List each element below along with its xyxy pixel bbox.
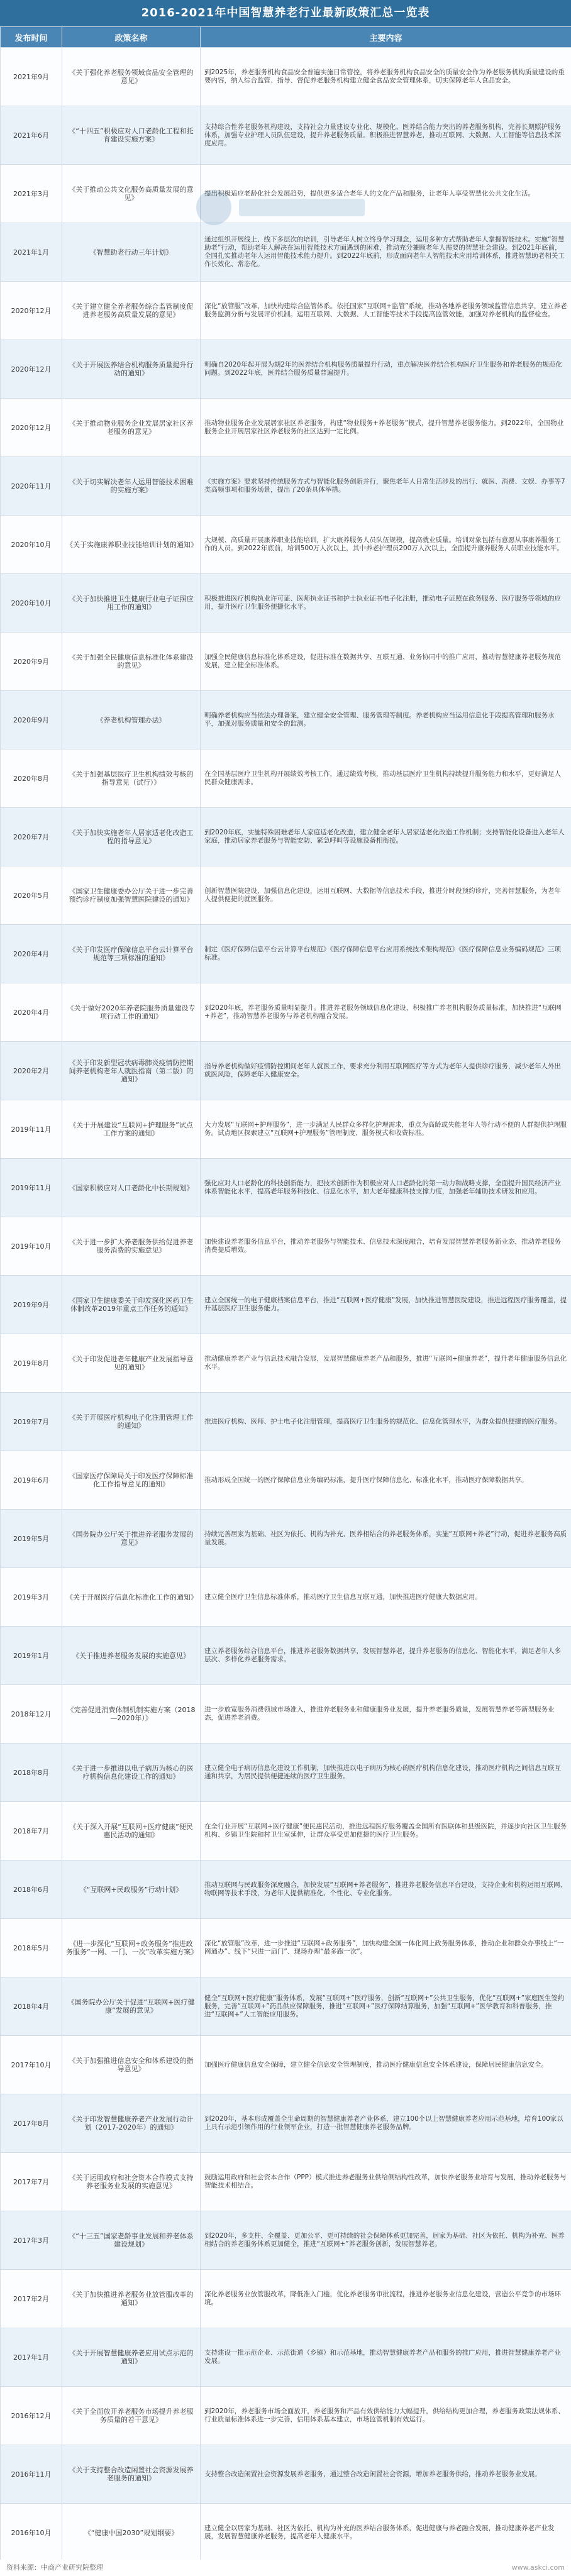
row-date: 2020年7月 (1, 808, 62, 866)
row-content: 到2020年底，养老服务质量明显提升。推进养老服务领域信息化建设，积极推广养老机构服务质量标准，加快推进“互联网+养老”，推动智慧养老服务与养老机构融合发展。 (201, 983, 571, 1042)
row-policy-name: 《关于印发促进老年健康产业发展指导意见的通知》 (62, 1334, 201, 1393)
row-policy-name: 《关于开展医疗机构电子化注册管理工作的通知》 (62, 1393, 201, 1451)
table-body (1, 48, 571, 2562)
row-policy-name: 《关于强化养老服务领域食品安全管理的意见》 (62, 48, 201, 106)
row-date: 2018年4月 (1, 1977, 62, 2036)
row-content: 到2020年底，实施特殊困难老年人家庭适老化改造，建立健全老年人居家适老化改造工作机制；支持智能化设备进入老年人家庭，推动居家养老服务与智能安防、紧急呼叫等设施设备相衔接。 (201, 808, 571, 866)
table-row (1, 282, 571, 340)
row-date: 2021年6月 (1, 106, 62, 165)
table-row (1, 2328, 571, 2387)
row-policy-name: 《智慧助老行动三年计划》 (62, 223, 201, 282)
row-date: 2020年12月 (1, 340, 62, 399)
table-row (1, 399, 571, 457)
row-content: 支持整合改造闲置社会资源发展养老服务，通过整合改造闲置社会资源，增加养老服务供给，推动养老服务业发展。 (201, 2445, 571, 2504)
row-policy-name: 《关于印发新型冠状病毒肺炎疫情防控期间养老机构老年人就医指南（第二版）的通知》 (62, 1042, 201, 1100)
table-row (1, 691, 571, 749)
row-date: 2019年6月 (1, 1451, 62, 1510)
row-policy-name: 《关于加快推进养老服务业放管服改革的通知》 (62, 2270, 201, 2328)
row-content: 健全“互联网+医疗健康”服务体系，发展“互联网+”医疗服务，创新“互联网+”公共卫生服务，优化“互联网+”家庭医生签约服务，完善“互联网+”药品供应保障服务，推进“互联网+”医疗保障结算服务，加强“互联网+”医学教育和科普服务，推进“互联网+”人工智能应用服务。 (201, 1977, 571, 2036)
table-row (1, 1393, 571, 1451)
row-content: 到2020年，基本形成覆盖全生命周期的智慧健康养老产业体系，建立100个以上智慧健康养老应用示范基地，培育100家以上具有示范引领作用的行业领军企业，打造一批智慧健康养老服务品牌。 (201, 2094, 571, 2153)
table-row (1, 2094, 571, 2153)
row-policy-name: 《“十四五”积极应对人口老龄化工程和托育建设实施方案》 (62, 106, 201, 165)
row-policy-name: 《国务院办公厅关于推进养老服务发展的意见》 (62, 1510, 201, 1568)
row-content: 建立养老服务综合信息平台，推进养老服务数据共享，发展智慧养老，提升养老服务的信息化、智能化水平，满足老年人多层次、多样化养老服务需求。 (201, 1627, 571, 1685)
row-date: 2020年10月 (1, 516, 62, 574)
row-policy-name: 《关于推进养老服务发展的实施意见》 (62, 1627, 201, 1685)
row-date: 2017年3月 (1, 2211, 62, 2270)
row-date: 2016年11月 (1, 2445, 62, 2504)
table-row (1, 106, 571, 165)
row-date: 2019年10月 (1, 1217, 62, 1276)
row-policy-name: 《关于开展智慧健康养老应用试点示范的通知》 (62, 2328, 201, 2387)
row-date: 2018年7月 (1, 1802, 62, 1860)
table-row (1, 1685, 571, 1744)
row-date: 2019年11月 (1, 1100, 62, 1159)
row-policy-name: 《关于进一步推进以电子病历为核心的医疗机构信息化建设工作的通知》 (62, 1744, 201, 1802)
table-row (1, 574, 571, 633)
row-policy-name: 《国家卫生健康委关于印发深化医药卫生体制改革2019年重点工作任务的通知》 (62, 1276, 201, 1334)
row-content: 推动形成全国统一的医疗保障信息业务编码标准，提升医疗保障信息化、标准化水平，推动医疗保障数据共享。 (201, 1451, 571, 1510)
table-row (1, 1451, 571, 1510)
row-date: 2021年3月 (1, 165, 62, 223)
row-date: 2020年11月 (1, 457, 62, 516)
row-policy-name: 《关于实施康养职业技能培训计划的通知》 (62, 516, 201, 574)
row-policy-name: 《关于全面放开养老服务市场提升养老服务质量的若干意见》 (62, 2387, 201, 2445)
row-content: 在全国基层医疗卫生机构开展绩效考核工作，通过绩效考核，推动基层医疗卫生机构持续提升服务能力和水平，更好满足人民群众健康需求。 (201, 749, 571, 808)
row-date: 2020年9月 (1, 633, 62, 691)
row-policy-name: 《关于加强基层医疗卫生机构绩效考核的指导意见（试行）》 (62, 749, 201, 808)
header-name: 政策名称 (62, 27, 201, 48)
row-policy-name: 《关于推动公共文化服务高质量发展的意见》 (62, 165, 201, 223)
row-content: 推动物业服务企业发展居家社区养老服务，构建“物业服务+养老服务”模式，提升智慧养老服务能力。到2022年，全国物业服务企业开展居家社区养老服务的社区达到一定比例。 (201, 399, 571, 457)
row-content: 建立健全以居家为基础、社区为依托、机构为补充的医养结合服务体系，促进健康与养老融合发展，推动健康养老产业发展，发展智慧健康养老服务，提高老年人健康水平。 (201, 2504, 571, 2562)
row-policy-name: 《“十三五”国家老龄事业发展和养老体系建设规划》 (62, 2211, 201, 2270)
row-content: 指导养老机构做好疫情防控期间老年人就医工作，要求充分利用互联网医疗等方式为老年人提供诊疗服务，减少老年人外出就医风险，保障老年人健康安全。 (201, 1042, 571, 1100)
row-content: 进一步放宽服务消费领域市场准入，推进养老服务业和健康服务业发展，提升养老服务质量，发展智慧养老等新型服务业态，促进养老消费。 (201, 1685, 571, 1744)
row-policy-name: 《“互联网+民政服务”行动计划》 (62, 1860, 201, 1919)
row-content: 提出积极适应老龄化社会发展趋势，提供更多适合老年人的文化产品和服务，让老年人享受智慧化公共文化生活。 (201, 165, 571, 223)
row-date: 2020年5月 (1, 866, 62, 925)
row-content: 支持建设一批示范企业、示范街道（乡镇）和示范基地，推动智慧健康养老产品和服务的推广应用，推进智慧健康养老产业发展。 (201, 2328, 571, 2387)
row-policy-name: 《关于印发医疗保障信息平台云计算平台规范等三项标准的通知》 (62, 925, 201, 983)
table-row (1, 1860, 571, 1919)
row-content: 创新智慧医院建设，加强信息化建设，运用互联网、大数据等信息技术手段，推进分时段预约诊疗，完善智慧服务，为老年人提供便捷的就医服务。 (201, 866, 571, 925)
row-policy-name: 《国务院办公厅关于促进“互联网+医疗健康”发展的意见》 (62, 1977, 201, 2036)
table-row (1, 1919, 571, 1977)
row-content: 深化“放管服”改革，进一步推进“互联网+政务服务”，加快构建全国一体化网上政务服务体系，推动企业和群众办事线上“一网通办”、线下“只进一扇门”、现场办理“最多跑一次”。 (201, 1919, 571, 1977)
row-content: 建立全国统一的电子健康档案信息平台，推进“互联网+医疗健康”发展，加快推进智慧医院建设，推进远程医疗服务覆盖，提升基层医疗卫生服务能力。 (201, 1276, 571, 1334)
row-policy-name: 《“健康中国2030”规划纲要》 (62, 2504, 201, 2562)
table-row (1, 1042, 571, 1100)
row-content: 明确自2020年起开展为期2年的医养结合机构服务质量提升行动，重点解决医养结合机构医疗卫生服务和养老服务的规范化问题。到2022年底，医养结合服务质量普遍提升。 (201, 340, 571, 399)
row-policy-name: 《关于开展医疗信息化标准化工作的通知》 (62, 1568, 201, 1627)
row-date: 2020年12月 (1, 282, 62, 340)
table-row (1, 457, 571, 516)
table-row (1, 2387, 571, 2445)
page-title: 2016-2021年中国智慧养老行业最新政策汇总一览表 (0, 0, 571, 26)
row-date: 2019年8月 (1, 1334, 62, 1393)
table-row (1, 2270, 571, 2328)
row-content: 大力发展“互联网+护理服务”，进一步满足人民群众多样化护理需求，重点为高龄或失能老年人等行动不便的人群提供护理服务。试点地区探索建立“互联网+护理服务”管理制度、服务模式和收费标准。 (201, 1100, 571, 1159)
row-date: 2016年10月 (1, 2504, 62, 2562)
row-date: 2020年9月 (1, 691, 62, 749)
row-content: 制定《医疗保障信息平台云计算平台规范》《医疗保障信息平台应用系统技术架构规范》《医疗保障信息业务编码规范》三项标准。 (201, 925, 571, 983)
row-date: 2019年1月 (1, 1627, 62, 1685)
row-date: 2017年7月 (1, 2153, 62, 2211)
row-policy-name: 《关于做好2020年养老院服务质量建设专项行动工作的通知》 (62, 983, 201, 1042)
row-date: 2017年1月 (1, 2328, 62, 2387)
row-content: 在全行业开展“互联网+医疗健康”便民惠民活动，推进远程医疗服务覆盖全国所有医联体和县级医院，并逐步向社区卫生服务机构、乡镇卫生院和村卫生室延伸，让群众享受更加便捷的医疗卫生服务。 (201, 1802, 571, 1860)
row-policy-name: 《关于运用政府和社会资本合作模式支持养老服务业发展的实施意见》 (62, 2153, 201, 2211)
row-date: 2018年12月 (1, 1685, 62, 1744)
table-header (1, 27, 571, 48)
row-content: 推动互联网与民政服务深度融合，加快发展“互联网+养老服务”，推进养老服务信息平台建设，支持企业和机构运用互联网、物联网等技术手段，为老年人提供精准化、个性化、专业化服务。 (201, 1860, 571, 1919)
row-date: 2020年4月 (1, 983, 62, 1042)
row-policy-name: 《关于加快推进卫生健康行业电子证照应用工作的通知》 (62, 574, 201, 633)
table-row (1, 749, 571, 808)
table-row (1, 1568, 571, 1627)
row-content: 支持综合性养老服务机构建设，支持社会力量建设专业化、规模化、医养结合能力突出的养老服务机构，完善长期照护服务体系，加强专业护理人员队伍建设，提升养老服务质量。积极推进智慧养老，推动互联网、大数据、人工智能等信息技术深度应用。 (201, 106, 571, 165)
table-row (1, 2036, 571, 2094)
row-content: 强化应对人口老龄化的科技创新能力，把技术创新作为积极应对人口老龄化的第一动力和战略支撑，全面提升国民经济产业体系智能化水平，提高老年服务科技化、信息化水平，加大老年健康科技支撑力度，加强老年辅助技术研发和应用。 (201, 1159, 571, 1217)
table-row (1, 866, 571, 925)
table-row (1, 1627, 571, 1685)
row-content: 到2020年，养老服务市场全面放开，养老服务和产品有效供给能力大幅提升，供给结构更加合理，养老服务政策法规体系、行业质量标准体系进一步完善，信用体系基本建立，市场监管机制有效运行。 (201, 2387, 571, 2445)
row-date: 2020年12月 (1, 399, 62, 457)
row-date: 2020年2月 (1, 1042, 62, 1100)
row-policy-name: 《进一步深化“互联网+政务服务”推进政务服务“一网、一门、一次”改革实施方案》 (62, 1919, 201, 1977)
table-row (1, 1977, 571, 2036)
table-row (1, 1510, 571, 1568)
row-content: 积极推进医疗机构执业许可证、医师执业证书和护士执业证书电子化注册，推动电子证照在政务服务、医疗服务等领域的应用，提升医疗卫生服务便捷化水平。 (201, 574, 571, 633)
row-policy-name: 《完善促进消费体制机制实施方案（2018—2020年）》 (62, 1685, 201, 1744)
table-row (1, 2153, 571, 2211)
row-date: 2021年9月 (1, 48, 62, 106)
table-row (1, 2211, 571, 2270)
row-content: 到2025年，养老服务机构食品安全普遍实施日常管控，将养老服务机构食品安全的质量安全作为养老服务机构质量建设的重要内容，纳入综合监管、指导、督促养老服务机构建立健全食品安全管理体系，切实保障老年人食品安全。 (201, 48, 571, 106)
row-content: 《实施方案》要求坚持传统服务方式与智能化服务创新并行，聚焦老年人日常生活涉及的出行、就医、消费、文娱、办事等7类高频事项和服务场景，提出了20条具体举措。 (201, 457, 571, 516)
row-content: 建立健全医疗卫生信息标准体系，推动医疗卫生信息互联互通，加快推进医疗健康大数据应用。 (201, 1568, 571, 1627)
row-content: 加快建设养老服务信息平台，推动养老服务与智能技术、信息技术深度融合，培育发展智慧养老服务新业态，推动养老服务消费提质增效。 (201, 1217, 571, 1276)
row-content: 推进医疗机构、医师、护士电子化注册管理，提高医疗卫生服务的规范化、信息化管理水平，为群众提供便捷的医疗服务。 (201, 1393, 571, 1451)
row-content: 到2020年，多支柱、全覆盖、更加公平、更可持续的社会保障体系更加完善，居家为基础、社区为依托、机构为补充、医养相结合的养老服务体系更加健全，推进“互联网+”养老服务创新，发展智慧养老。 (201, 2211, 571, 2270)
row-content: 持续完善居家为基础、社区为依托、机构为补充、医养相结合的养老服务体系，实施“互联网+养老”行动，促进养老服务高质量发展。 (201, 1510, 571, 1568)
row-date: 2016年12月 (1, 2387, 62, 2445)
row-policy-name: 《关于加强全民健康信息标准化体系建设的意见》 (62, 633, 201, 691)
row-content: 加强医疗健康信息安全保障，建立健全信息安全管理制度，推动医疗健康信息安全体系建设，保障居民健康信息安全。 (201, 2036, 571, 2094)
table-row (1, 633, 571, 691)
row-policy-name: 《关于进一步扩大养老服务供给促进养老服务消费的实施意见》 (62, 1217, 201, 1276)
header-content: 主要内容 (201, 27, 571, 48)
row-date: 2020年8月 (1, 749, 62, 808)
row-date: 2020年4月 (1, 925, 62, 983)
table-row (1, 2445, 571, 2504)
row-date: 2019年5月 (1, 1510, 62, 1568)
row-policy-name: 《关于加快实施老年人居家适老化改造工程的指导意见》 (62, 808, 201, 866)
row-policy-name: 《关于推动物业服务企业发展居家社区养老服务的意见》 (62, 399, 201, 457)
table-row (1, 165, 571, 223)
table-row (1, 1276, 571, 1334)
table-row (1, 1217, 571, 1276)
footer (0, 2560, 571, 2576)
policy-table (0, 26, 571, 2562)
table-row (1, 925, 571, 983)
row-content: 大规模、高质量开展康养职业技能培训，扩大康养服务人员队伍规模，提高就业质量。培训对象包括有意愿从事康养服务工作的人员。到2022年底前，培训500万人次以上，其中养老护理员200万人次以上，全面提升康养服务人员职业技能水平。 (201, 516, 571, 574)
table-row (1, 223, 571, 282)
row-date: 2017年8月 (1, 2094, 62, 2153)
site-watermark: www.askci.com (511, 2563, 565, 2572)
table-row (1, 1159, 571, 1217)
row-date: 2019年3月 (1, 1568, 62, 1627)
row-date: 2018年6月 (1, 1860, 62, 1919)
table-row (1, 2504, 571, 2562)
row-content: 加强全民健康信息标准化体系建设，促进标准在数据共享、互联互通、业务协同中的推广应用，推动智慧健康养老服务规范发展，建立健全标准体系。 (201, 633, 571, 691)
table-row (1, 516, 571, 574)
row-policy-name: 《关于印发智慧健康养老产业发展行动计划（2017-2020年）的通知》 (62, 2094, 201, 2153)
row-content: 深化“放管服”改革，加快构建综合监管体系。依托国家“互联网+监管”系统，推动各地养老服务领域监管信息共享，建立养老服务监测分析与发展评价机制。运用互联网、大数据、人工智能等技术手段提高监管效能，加强对养老机构的监督检查。 (201, 282, 571, 340)
row-policy-name: 《国家医疗保障局关于印发医疗保障标准化工作指导意见的通知》 (62, 1451, 201, 1510)
table-row (1, 48, 571, 106)
table-row (1, 1100, 571, 1159)
header-date: 发布时间 (1, 27, 62, 48)
row-date: 2017年10月 (1, 2036, 62, 2094)
table-row (1, 1802, 571, 1860)
row-date: 2018年8月 (1, 1744, 62, 1802)
row-date: 2017年2月 (1, 2270, 62, 2328)
row-content: 建立健全电子病历信息化建设工作机制，加快推进以电子病历为核心的医疗机构信息化建设，推动医疗机构之间信息互联互通和共享，为居民提供便捷连续的医疗卫生服务。 (201, 1744, 571, 1802)
row-content: 深化养老服务业放管服改革，降低准入门槛，优化养老服务审批流程，推进养老服务业信息化建设，营造公平竞争的市场环境。 (201, 2270, 571, 2328)
table-row (1, 808, 571, 866)
row-policy-name: 《关于开展医养结合机构服务质量提升行动的通知》 (62, 340, 201, 399)
row-policy-name: 《关于深入开展“互联网+医疗健康”便民惠民活动的通知》 (62, 1802, 201, 1860)
table-row (1, 1334, 571, 1393)
row-policy-name: 《关于开展建设“互联网+护理服务”试点工作方案的通知》 (62, 1100, 201, 1159)
row-content: 通过组织开展线上、线下多层次的培训，引导老年人树立终身学习理念，运用多种方式帮助老年人掌握智能技术。实施“智慧助老”行动，帮助老年人解决在运用智能技术方面遇到的困难，推动充分兼顾老年人需要的智慧社会建设。到2021年底前，全国扎实推动老年人运用智能技术能力提升。到2022年底前，形成面向老年人智能技术应用培训体系，推进智慧助老相关工作长效化、常态化。 (201, 223, 571, 282)
row-date: 2020年10月 (1, 574, 62, 633)
row-policy-name: 《国家积极应对人口老龄化中长期规划》 (62, 1159, 201, 1217)
row-policy-name: 《养老机构管理办法》 (62, 691, 201, 749)
table-row (1, 340, 571, 399)
row-policy-name: 《关于加强推进信息安全和体系建设的指导意见》 (62, 2036, 201, 2094)
row-date: 2019年11月 (1, 1159, 62, 1217)
row-date: 2021年1月 (1, 223, 62, 282)
source-note: 资料来源：中商产业研究院整理 (6, 2563, 103, 2572)
row-policy-name: 《关于支持整合改造闲置社会资源发展养老服务的通知》 (62, 2445, 201, 2504)
row-content: 明确养老机构应当依法办理备案，建立健全安全管理、服务管理等制度。养老机构应当运用信息化手段提高管理和服务水平，加强对服务质量和安全的监测。 (201, 691, 571, 749)
row-date: 2019年9月 (1, 1276, 62, 1334)
table-row (1, 1744, 571, 1802)
table-row (1, 983, 571, 1042)
row-policy-name: 《关于建立健全养老服务综合监管制度促进养老服务高质量发展的意见》 (62, 282, 201, 340)
row-content: 鼓励运用政府和社会资本合作（PPP）模式推进养老服务业供给侧结构性改革，加快养老服务业培育与发展，推动养老服务与智能技术相结合。 (201, 2153, 571, 2211)
row-content: 推动健康养老产业与信息技术融合发展，发展智慧健康养老产品和服务，推进“互联网+健康养老”，提升老年健康服务信息化水平。 (201, 1334, 571, 1393)
row-policy-name: 《国家卫生健康委办公厅关于进一步完善预约诊疗制度加强智慧医院建设的通知》 (62, 866, 201, 925)
row-date: 2019年7月 (1, 1393, 62, 1451)
row-date: 2018年5月 (1, 1919, 62, 1977)
row-policy-name: 《关于切实解决老年人运用智能技术困难的实施方案》 (62, 457, 201, 516)
